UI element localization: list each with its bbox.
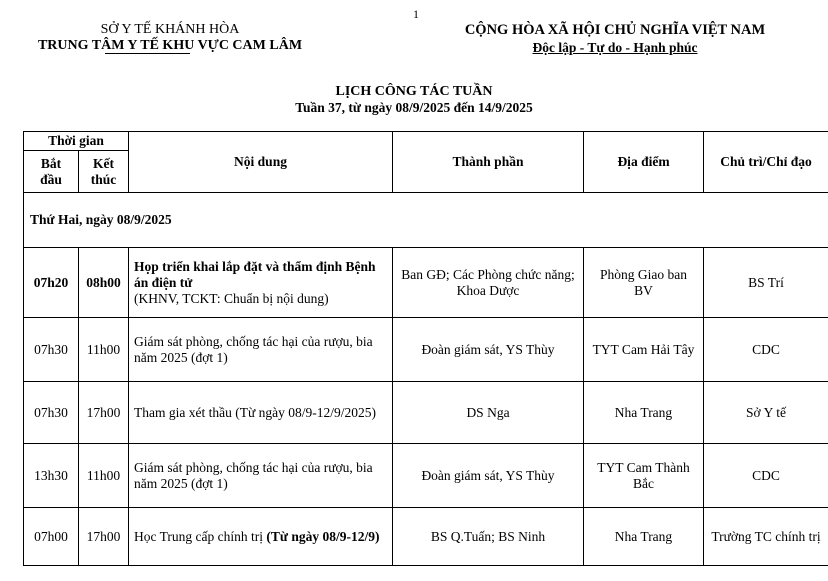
- table-row: [24, 382, 828, 444]
- national-motto: Độc lập - Tự do - Hạnh phúc: [532, 40, 698, 55]
- location-cell: Phòng Giao ban BV: [584, 248, 704, 318]
- content-title: Họp triển khai lắp đặt và thẩm định Bệnh án điện tử: [134, 258, 376, 290]
- header-content: Nội dung: [129, 132, 393, 193]
- end-time: 17h00: [79, 382, 129, 444]
- country-name: CỘNG HÒA XÃ HỘI CHỦ NGHĨA VIỆT NAM: [464, 22, 766, 38]
- location-cell: Nha Trang: [584, 508, 704, 566]
- location-cell: TYT Cam Thành Bắc: [584, 444, 704, 508]
- content-text: Học Trung cấp chính trị: [134, 528, 263, 544]
- chair-cell: Trường TC chính trị: [704, 508, 828, 566]
- header-row-1: [24, 132, 828, 151]
- header-chair: Chủ trì/Chỉ đạo: [704, 132, 828, 193]
- content-cell: [129, 248, 393, 318]
- content-note: (KHNV, TCKT: Chuẩn bị nội dung): [134, 290, 329, 306]
- location-cell: TYT Cam Hải Tây: [584, 318, 704, 382]
- left-header: [20, 22, 320, 54]
- start-time: 07h20: [24, 248, 79, 318]
- participants-cell: Đoàn giám sát, YS Thùy: [393, 444, 584, 508]
- header-time-group: Thời gian: [24, 132, 129, 151]
- header-end: Kết thúc: [79, 151, 129, 193]
- page-number: 1: [413, 7, 419, 21]
- chair-cell: CDC: [704, 318, 828, 382]
- chair-cell: BS Trí: [704, 248, 828, 318]
- chair-cell: Sở Y tế: [704, 382, 828, 444]
- right-header: [450, 22, 780, 56]
- start-time: 07h30: [24, 318, 79, 382]
- table-row: [24, 444, 828, 508]
- content-cell: [129, 508, 393, 566]
- participants-cell: Ban GĐ; Các Phòng chức năng; Khoa Dược: [393, 248, 584, 318]
- header-start: Bắt đầu: [24, 151, 79, 193]
- participants-cell: BS Q.Tuấn; BS Ninh: [393, 508, 584, 566]
- day-label: Thứ Hai, ngày 08/9/2025: [24, 193, 828, 248]
- left-header-underline: [105, 53, 190, 54]
- end-time: 11h00: [79, 318, 129, 382]
- chair-cell: CDC: [704, 444, 828, 508]
- schedule-table: [23, 131, 828, 566]
- org-parent: SỞ Y TẾ KHÁNH HÒA: [100, 22, 240, 37]
- day-row: [24, 193, 828, 248]
- start-time: 07h30: [24, 382, 79, 444]
- content-cell: Tham gia xét thầu (Từ ngày 08/9-12/9/2025): [129, 382, 393, 444]
- content-date-range: (Từ ngày 08/9-12/9): [266, 528, 380, 544]
- org-name: TRUNG TÂM Y TẾ KHU VỰC CAM LÂM: [37, 38, 303, 53]
- title-sub: Tuần 37, từ ngày 08/9/2025 đến 14/9/2025: [295, 100, 533, 115]
- start-time: 13h30: [24, 444, 79, 508]
- table-row: [24, 318, 828, 382]
- participants-cell: Đoàn giám sát, YS Thùy: [393, 318, 584, 382]
- document-title: [0, 84, 828, 116]
- participants-cell: DS Nga: [393, 382, 584, 444]
- header-location: Địa điểm: [584, 132, 704, 193]
- end-time: 08h00: [79, 248, 129, 318]
- content-cell: Giám sát phòng, chống tác hại của rượu, bia năm 2025 (đợt 1): [129, 318, 393, 382]
- location-cell: Nha Trang: [584, 382, 704, 444]
- header-participants: Thành phần: [393, 132, 584, 193]
- content-cell: Giám sát phòng, chống tác hại của rượu, bia năm 2025 (đợt 1): [129, 444, 393, 508]
- table-row: [24, 508, 828, 566]
- title-main: LỊCH CÔNG TÁC TUẦN: [335, 84, 493, 99]
- start-time: 07h00: [24, 508, 79, 566]
- table-row: [24, 248, 828, 318]
- end-time: 11h00: [79, 444, 129, 508]
- end-time: 17h00: [79, 508, 129, 566]
